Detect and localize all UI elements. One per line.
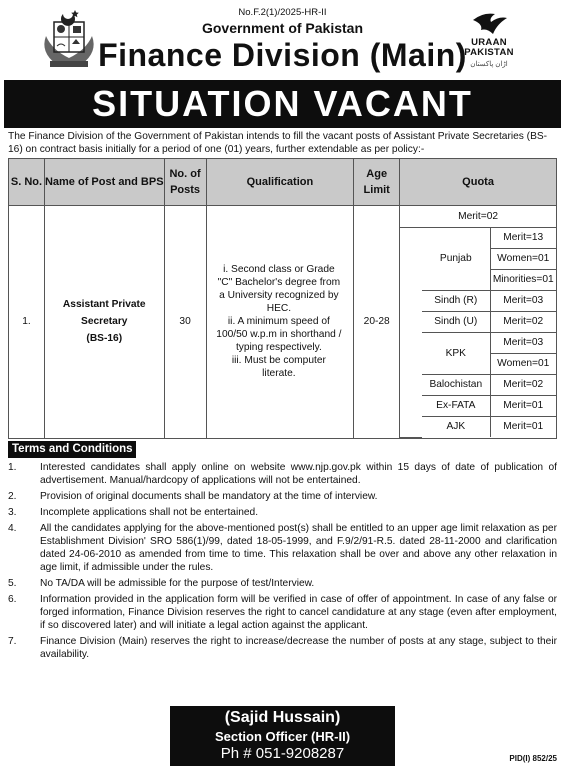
- signatory-phone: Ph # 051-9208287: [220, 745, 345, 762]
- qualification-item: ii. A minimum speed of 100/50 w.p.m in shorthand / typing respectively.: [216, 316, 342, 354]
- term-number: 7.: [8, 636, 17, 647]
- qualification-item: iii. Must be computer literate.: [231, 355, 326, 380]
- signatory-name: (Sajid Hussain): [224, 709, 341, 726]
- term-text: Provision of original documents shall be mandatory at the time of interview.: [40, 491, 378, 502]
- cell-qualification: [206, 206, 354, 439]
- header-age: Age Limit: [354, 159, 400, 206]
- cell-posts: 30: [164, 206, 206, 439]
- terms-list: [8, 461, 557, 664]
- quota-value: Merit=02: [490, 374, 556, 395]
- signature-block: [170, 706, 395, 766]
- quota-value: Merit=03: [490, 290, 556, 311]
- quota-province-sindh-r: Sindh (R): [422, 290, 490, 311]
- cell-age: 20-28: [354, 206, 400, 439]
- quota-table: [400, 206, 556, 438]
- quota-province-exfata: Ex-FATA: [422, 395, 490, 416]
- list-item: [8, 461, 557, 487]
- pid-number: PID(I) 852/25: [509, 754, 557, 763]
- logo-tagline: اڑان پاکستان: [470, 61, 508, 68]
- quota-province-ajk: AJK: [422, 416, 490, 437]
- quota-value: Merit=01: [490, 395, 556, 416]
- table-header-row: [9, 159, 557, 206]
- list-item: [8, 506, 557, 519]
- signatory-title: Section Officer (HR-II): [214, 729, 351, 744]
- quota-province-punjab: Punjab: [422, 227, 490, 290]
- quota-value: Merit=02: [490, 311, 556, 332]
- header-sno: S. No.: [9, 159, 45, 206]
- cell-sno: 1.: [9, 206, 45, 439]
- list-item: [8, 593, 557, 632]
- quota-value: Minorities=01: [490, 269, 556, 290]
- post-name-line3: (BS-16): [86, 333, 123, 345]
- list-item: [8, 577, 557, 590]
- term-number: 2.: [8, 491, 17, 502]
- logo-text: URAAN PAKISTAN: [464, 37, 514, 58]
- quota-merit-overall: Merit=02: [400, 206, 556, 227]
- division-title: Finance Division (Main): [98, 37, 467, 73]
- list-item: [8, 635, 557, 661]
- quota-value: Women=01: [490, 353, 556, 374]
- quota-value: Merit=03: [490, 332, 556, 353]
- cell-quota: [400, 206, 557, 439]
- list-item: [8, 490, 557, 503]
- term-number: 1.: [8, 462, 17, 473]
- quota-value: Women=01: [490, 248, 556, 269]
- uraan-pakistan-logo: [451, 10, 527, 74]
- term-text: Information provided in the application form will be verified in case of offer of appointment. In case of any false or forged information, Finance Division reserves the right to cancel candidature at any stage (even after employment, if so discovered later) and will initiate a legal action against the applicant.: [40, 594, 557, 631]
- quota-value: Merit=13: [490, 227, 556, 248]
- list-item: [8, 522, 557, 574]
- qualification-item: i. Second class or Grade "C" Bachelor's degree from a University recognized by HEC.: [217, 264, 341, 315]
- situation-vacant-banner: SITUATION VACANT: [4, 80, 561, 128]
- quota-province-kpk: KPK: [422, 332, 490, 374]
- quota-province-balochistan: Balochistan: [422, 374, 490, 395]
- header-posts: No. of Posts: [164, 159, 206, 206]
- posts-table: [8, 158, 557, 439]
- term-number: 4.: [8, 523, 17, 534]
- term-text: Incomplete applications shall not be entertained.: [40, 507, 259, 518]
- quota-value: Merit=01: [490, 416, 556, 437]
- header-post: Name of Post and BPS: [44, 159, 164, 206]
- post-name-line1: Assistant Private: [62, 299, 146, 311]
- term-text: Interested candidates shall apply online on website www.njp.gov.pk within 15 days of date of publication of advertisement. Manual/hardcopy of applications will not be entertained.: [40, 462, 557, 486]
- header-quota: Quota: [400, 159, 557, 206]
- term-number: 3.: [8, 507, 17, 518]
- reference-number: No.F.2(1)/2025-HR-II: [238, 7, 327, 18]
- term-text: Finance Division (Main) reserves the right to increase/decrease the number of posts at any stage, subject to their availability.: [40, 636, 557, 660]
- government-heading: Government of Pakistan: [201, 20, 364, 36]
- table-row: [9, 206, 557, 439]
- cell-post: [44, 206, 164, 439]
- term-number: 6.: [8, 594, 17, 605]
- quota-province-sindh-u: Sindh (U): [422, 311, 490, 332]
- term-text: No TA/DA will be admissible for the purpose of test/Interview.: [40, 578, 315, 589]
- term-number: 5.: [8, 578, 17, 589]
- post-name-line2: Secretary: [81, 316, 128, 328]
- intro-paragraph: The Finance Division of the Government of Pakistan intends to fill the vacant posts of Assistant Private Secretaries (BS-16) on contract basis initially for a period of one (01) years, further extendable as per policy:-: [8, 131, 548, 155]
- bird-logo-icon: [469, 10, 509, 38]
- term-text: All the candidates applying for the above-mentioned post(s) shall be entitled to an upper age limit relaxation as per Establishment Division' SRO 586(1)/99, dated 18-05-1999, and F.9/2/91-R.5. dated 28-11-2000 and clarification dated 24-06-2010 as amended from time to time. This relaxation shall be over and above any other relaxation in age limit, if admissible under the rules.: [40, 523, 557, 573]
- terms-heading: Terms and Conditions: [8, 441, 136, 458]
- header-qualification: Qualification: [206, 159, 354, 206]
